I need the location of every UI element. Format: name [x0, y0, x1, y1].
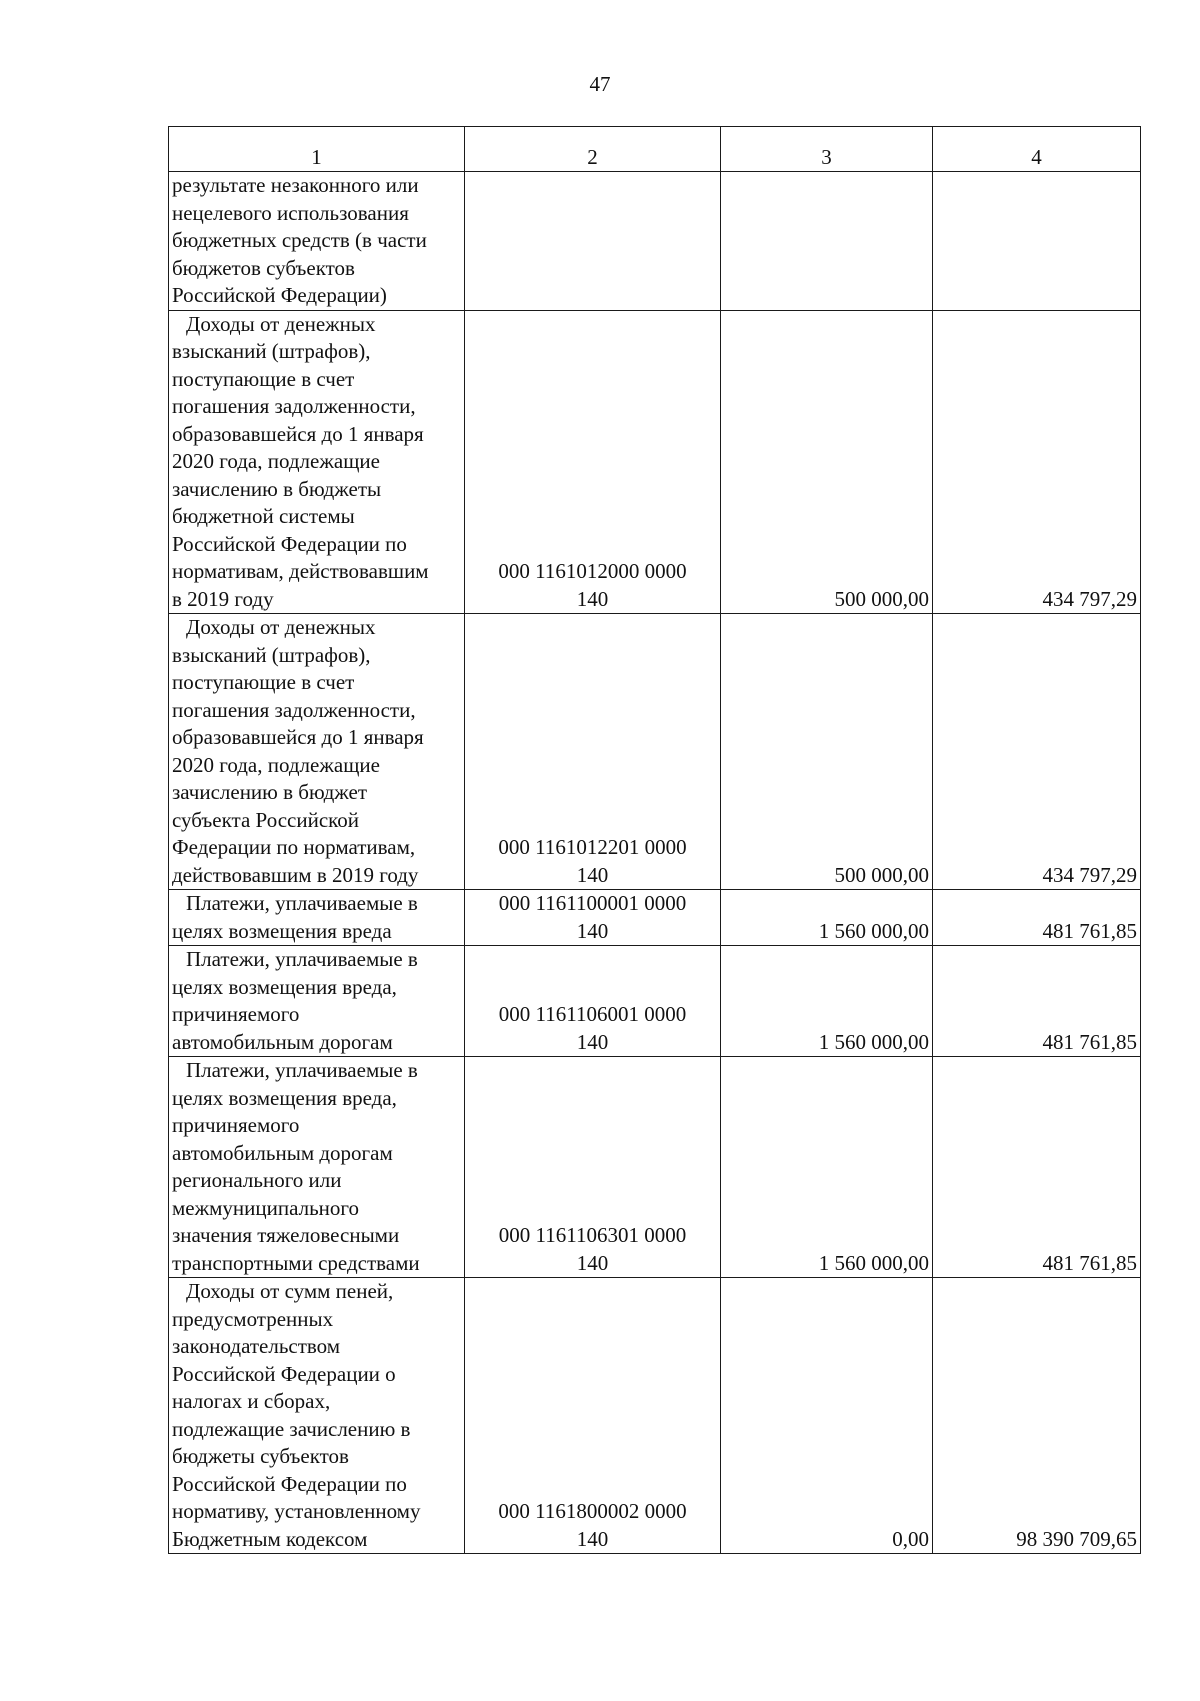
plan-amount-cell: 500 000,00: [721, 310, 933, 614]
plan-amount-cell: 1 560 000,00: [721, 890, 933, 946]
table-row: [169, 614, 1141, 890]
budget-code-cell: 000 1161100001 0000 140: [465, 890, 721, 946]
budget-code-cell: 000 1161106301 0000 140: [465, 1057, 721, 1278]
table-row: [169, 172, 1141, 311]
plan-amount-cell: 1 560 000,00: [721, 1057, 933, 1278]
actual-amount-cell: 481 761,85: [933, 890, 1141, 946]
revenue-name-cell: результате незаконного или нецелевого использования бюджетных средств (в части бюджетов субъектов Российской Федерации): [169, 172, 465, 311]
budget-code-cell: 000 1161012201 0000 140: [465, 614, 721, 890]
plan-amount-cell: 500 000,00: [721, 614, 933, 890]
page-number: 47: [589, 72, 611, 96]
table-row: [169, 1278, 1141, 1554]
plan-amount-cell: 0,00: [721, 1278, 933, 1554]
budget-code-cell: 000 1161800002 0000 140: [465, 1278, 721, 1554]
table-row: [169, 1057, 1141, 1278]
actual-amount-cell: [933, 172, 1141, 311]
column-header-1: 1: [169, 127, 465, 172]
header-row: [169, 127, 1141, 172]
actual-amount-cell: 481 761,85: [933, 1057, 1141, 1278]
revenue-name-cell: Доходы от денежных взысканий (штрафов), поступающие в счет погашения задолженности, образовавшейся до 1 января 2020 года, подлежащие зачислению в бюджет субъекта Российской Федерации по нормативам, действовавшим в 2019 году: [169, 614, 465, 890]
budget-code-cell: 000 1161106001 0000 140: [465, 946, 721, 1057]
revenue-table: [168, 126, 1141, 1554]
actual-amount-cell: 481 761,85: [933, 946, 1141, 1057]
table-row: [169, 946, 1141, 1057]
actual-amount-cell: 434 797,29: [933, 310, 1141, 614]
plan-amount-cell: [721, 172, 933, 311]
revenue-name-cell: Платежи, уплачиваемые в целях возмещения вреда, причиняемого автомобильным дорогам регионального или межмуниципального значения тяжеловесными транспортными средствами: [169, 1057, 465, 1278]
table-row: [169, 890, 1141, 946]
plan-amount-cell: 1 560 000,00: [721, 946, 933, 1057]
actual-amount-cell: 434 797,29: [933, 614, 1141, 890]
column-header-2: 2: [465, 127, 721, 172]
budget-code-cell: 000 1161012000 0000 140: [465, 310, 721, 614]
column-header-3: 3: [721, 127, 933, 172]
revenue-name-cell: Платежи, уплачиваемые в целях возмещения вреда: [169, 890, 465, 946]
revenue-name-cell: Доходы от денежных взысканий (штрафов), поступающие в счет погашения задолженности, образовавшейся до 1 января 2020 года, подлежащие зачислению в бюджеты бюджетной системы Российской Федерации по нормативам, действовавшим в 2019 году: [169, 310, 465, 614]
budget-code-cell: [465, 172, 721, 311]
revenue-name-cell: Доходы от сумм пеней, предусмотренных законодательством Российской Федерации о налогах и сборах, подлежащие зачислению в бюджеты субъектов Российской Федерации по нормативу, установленному Бюджетным кодексом: [169, 1278, 465, 1554]
revenue-name-cell: Платежи, уплачиваемые в целях возмещения вреда, причиняемого автомобильным дорогам: [169, 946, 465, 1057]
table-row: [169, 310, 1141, 614]
column-header-4: 4: [933, 127, 1141, 172]
actual-amount-cell: 98 390 709,65: [933, 1278, 1141, 1554]
